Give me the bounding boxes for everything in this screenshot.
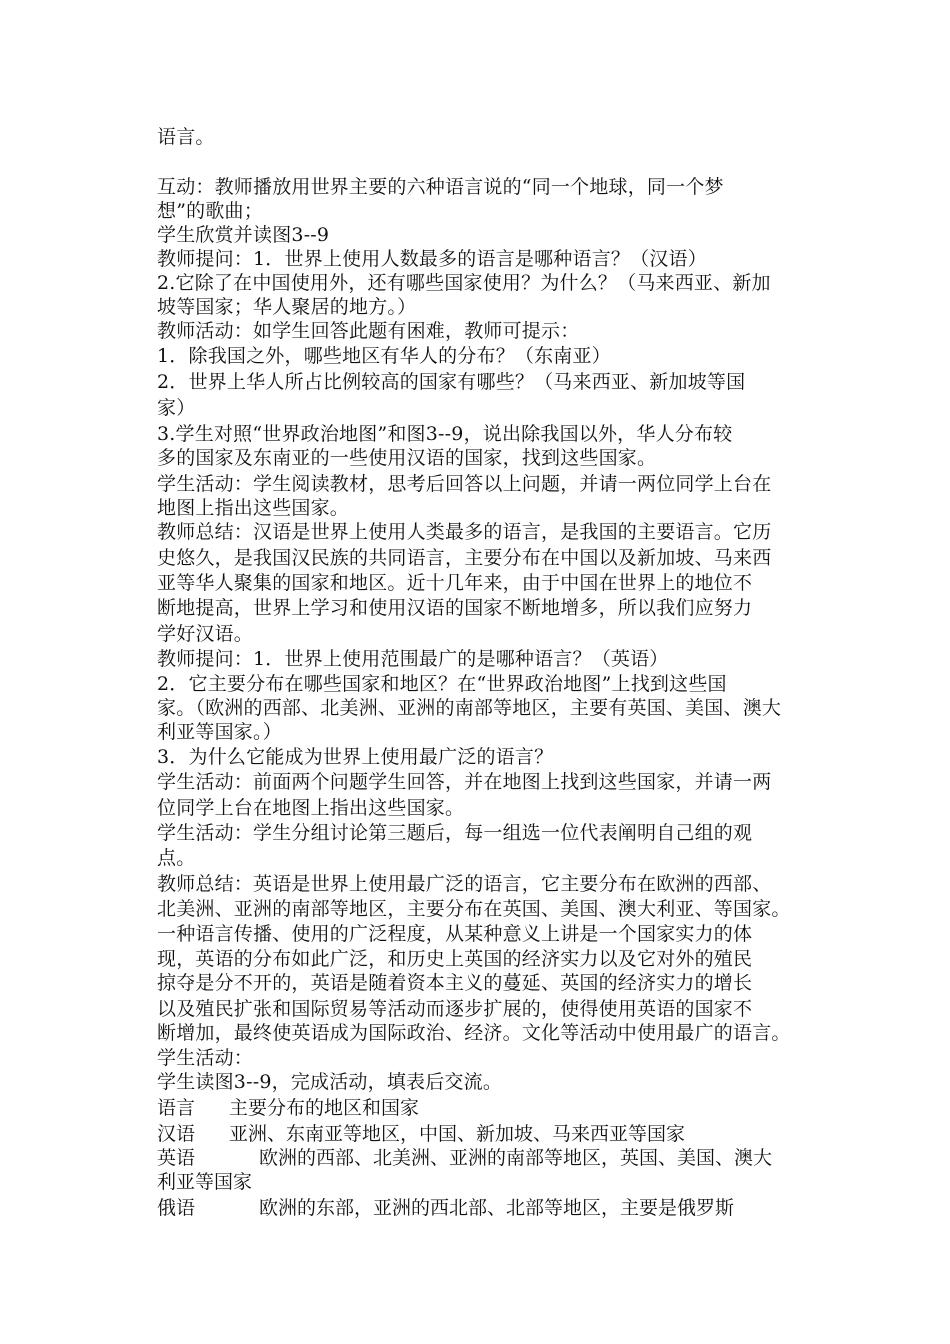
text-line: 2.它除了在中国使用外，还有哪些国家使用？为什么？（马来西亚、新加 <box>157 272 771 294</box>
table-cell-distribution: 主要分布的地区和国家 <box>229 1097 420 1119</box>
text-line: 2．世界上华人所占比例较高的国家有哪些？（马来西亚、新加坡等国 <box>157 371 746 393</box>
text-line: 2．它主要分布在哪些国家和地区？在“世界政治地图”上找到这些国 <box>157 673 727 695</box>
text-line: 1．除我国之外，哪些地区有华人的分布？（东南亚） <box>157 345 611 367</box>
table-cell-language: 俄语 <box>157 1197 196 1219</box>
text-line: 断地提高，世界上学习和使用汉语的国家不断地增多，所以我们应努力 <box>157 597 753 619</box>
text-line: 多的国家及东南亚的一些使用汉语的国家，找到这些国家。 <box>157 447 657 469</box>
table-cell-language: 语言 <box>157 1097 196 1119</box>
text-line: 北美洲、亚洲的南部等地区，主要分布在英国、美国、澳大利亚、等国家。 <box>157 898 791 920</box>
table-cell-distribution-continued: 利亚等国家 <box>157 1171 253 1193</box>
text-line: 教师活动：如学生回答此题有困难，教师可提示： <box>157 320 580 342</box>
text-line: 学好汉语。 <box>157 623 254 645</box>
text-line: 现，英语的分布如此广泛，和历史上英国的经济实力以及它对外的殖民 <box>157 948 753 970</box>
text-line: 教师总结：汉语是世界上使用人类最多的语言，是我国的主要语言。它历 <box>157 521 772 543</box>
text-line: 亚等华人聚集的国家和地区。近十几年来，由于中国在世界上的地位不 <box>157 572 753 594</box>
text-line: 坡等国家；华人聚居的地方。） <box>157 296 417 318</box>
text-line: 一种语言传播、使用的广泛程度，从某种意义上讲是一个国家实力的体 <box>157 923 753 945</box>
table-cell-language: 汉语 <box>157 1123 196 1145</box>
text-line: 利亚等国家。） <box>157 721 282 743</box>
table-cell-language: 英语 <box>157 1147 196 1169</box>
text-line: 学生活动： <box>157 1047 254 1069</box>
text-line: 教师总结：英语是世界上使用最广泛的语言，它主要分布在欧洲的西部、 <box>157 873 772 895</box>
text-line: 互动：教师播放用世界主要的六种语言说的“同一个地球，同一个梦 <box>157 176 724 198</box>
text-line: 3．为什么它能成为世界上使用最广泛的语言？ <box>157 746 554 768</box>
text-line: 学生活动：学生阅读教材，思考后回答以上问题，并请一两位同学上台在 <box>157 473 772 495</box>
text-line: 学生欣赏并读图3--9 <box>157 224 330 246</box>
text-line: 想”的歌曲； <box>157 200 263 222</box>
text-line: 掠夺是分不开的，英语是随着资本主义的蔓延、英国的经济实力的增长 <box>157 972 753 994</box>
text-line: 3.学生对照“世界政治地图”和图3--9，说出除我国以外，华人分布较 <box>157 423 733 445</box>
text-line: 断增加，最终使英语成为国际政治、经济。文化等活动中使用最广的语言。 <box>157 1022 791 1044</box>
text-line: 教师提问：1．世界上使用范围最广的是哪种语言？（英语） <box>157 648 669 670</box>
text-line: 地图上指出这些国家。 <box>157 497 350 519</box>
text-line: 学生活动：前面两个问题学生回答，并在地图上找到这些国家，并请一两 <box>157 771 772 793</box>
text-line: 以及殖民扩张和国际贸易等活动而逐步扩展的，使得使用英语的国家不 <box>157 998 753 1020</box>
table-cell-distribution: 亚洲、东南亚等地区，中国、新加坡、马来西亚等国家 <box>229 1123 686 1145</box>
text-line: 史悠久，是我国汉民族的共同语言，主要分布在中国以及新加坡、马来西 <box>157 547 772 569</box>
text-line: 点。 <box>157 847 196 869</box>
text-line: 位同学上台在地图上指出这些国家。 <box>157 797 465 819</box>
text-line: 教师提问：1．世界上使用人数最多的语言是哪种语言？（汉语） <box>157 248 707 270</box>
table-cell-distribution: 欧洲的东部，亚洲的西北部、北部等地区，主要是俄罗斯 <box>259 1197 735 1219</box>
text-line: 家） <box>157 397 196 419</box>
text-line: 学生活动：学生分组讨论第三题后，每一组选一位代表阐明自己组的观 <box>157 822 753 844</box>
text-line: 家。（欧洲的西部、北美洲、亚洲的南部等地区，主要有英国、美国、澳大 <box>157 697 782 719</box>
table-cell-distribution: 欧洲的西部、北美洲、亚洲的南部等地区，英国、美国、澳大 <box>259 1147 773 1169</box>
text-line: 语言。 <box>157 126 215 148</box>
text-line: 学生读图3--9，完成活动，填表后交流。 <box>157 1071 503 1093</box>
